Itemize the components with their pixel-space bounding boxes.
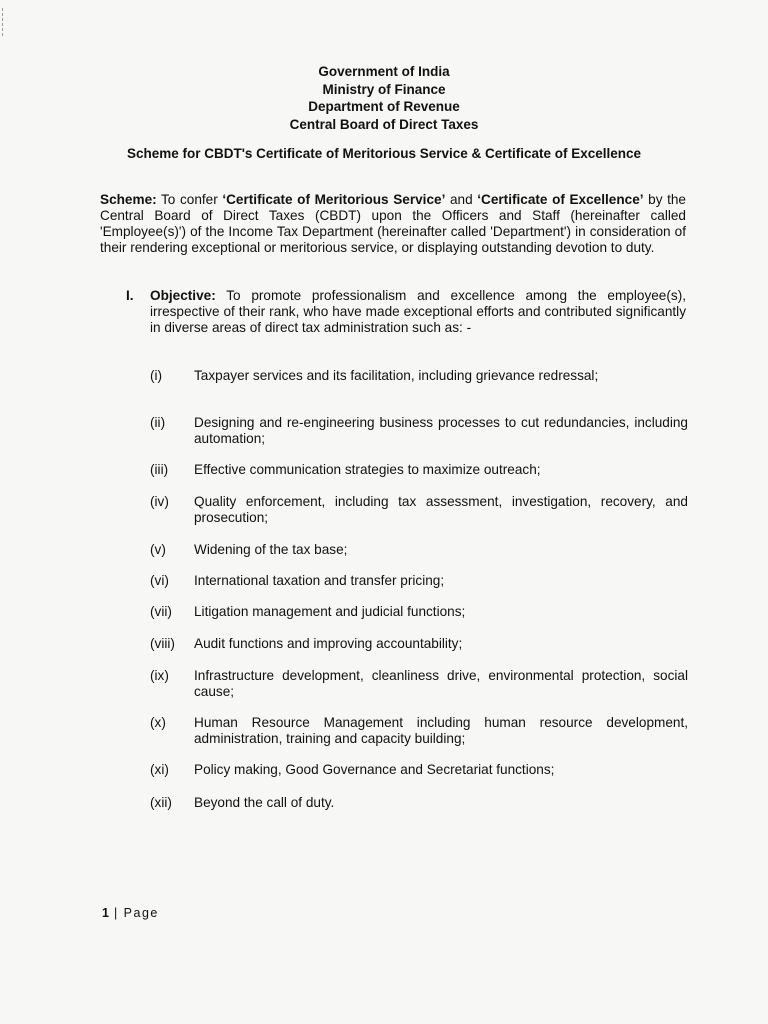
list-item-text: Widening of the tax base; [194,542,348,557]
list-item-number: (vii) [150,604,172,619]
scheme-label: Scheme: [100,192,157,207]
header-department: Department of Revenue [308,99,460,114]
header-government: Government of India [318,64,450,79]
list-item-number: (v) [150,542,166,557]
list-item-text: Litigation management and judicial functions; [194,604,466,619]
page-footer [102,906,159,920]
scheme-paragraph [100,192,686,256]
list-item-text: Quality enforcement, including tax assessment, investigation, recovery, and prosecution; [194,494,688,525]
list-item-number: (vi) [150,573,169,588]
list-item-number: (x) [150,715,166,730]
document-title: Scheme for CBDT's Certificate of Meritorious Service & Certificate of Excellence [126,146,642,161]
list-item-number: (iii) [150,462,169,477]
objective-text: To promote professionalism and excellence among the employee(s), irrespective of their rank, who have made exceptional efforts and contributed significantly in diverse areas of direct tax administration such as: - [150,288,686,335]
list-item-text: Designing and re-engineering business processes to cut redundancies, including automation; [194,415,688,446]
scheme-text-c: by the Central Board of Direct Taxes (CBDT) upon the Officers and Staff (hereinafter called 'Employee(s)') of the Income Tax Department (hereinafter called 'Department') in consideration of their rendering exceptional or meritorious service, or displaying outstanding devotion to duty. [100,192,686,255]
list-item-number: (xii) [150,795,172,810]
page-label: Page [123,906,159,920]
objective-label: Objective: [150,288,216,303]
list-item-number: (xi) [150,762,169,777]
header-board: Central Board of Direct Taxes [289,116,479,132]
list-item-text: Taxpayer services and its facilitation, including grievance redressal; [194,368,599,383]
objective-number: I. [126,288,134,303]
list-item-text: Beyond the call of duty. [194,795,335,810]
list-item-text: Infrastructure development, cleanliness drive, environmental protection, social cause; [194,668,688,699]
list-item-text: Policy making, Good Governance and Secretariat functions; [194,762,555,777]
list-item-number: (ix) [150,668,169,683]
list-item-number: (viii) [150,636,175,651]
page-number: 1 [102,906,109,920]
scan-margin-mark [2,8,4,36]
scheme-text-a: To confer [156,192,223,207]
objective-paragraph [150,288,686,336]
scheme-text-b: and [445,192,478,207]
scheme-bold-meritorious: ‘Certificate of Meritorious Service’ [222,192,446,207]
list-item-text: Human Resource Management including human resource development, administration, training and capacity building; [194,715,688,746]
scheme-bold-excellence: ‘Certificate of Excellence’ [477,192,644,207]
list-item-number: (i) [150,368,163,383]
document-header [0,63,768,133]
list-item-number: (ii) [150,415,166,430]
list-item-number: (iv) [150,494,169,509]
list-item-text: Audit functions and improving accountability; [194,636,463,651]
list-item-text: International taxation and transfer pricing; [194,573,445,588]
header-ministry: Ministry of Finance [322,81,446,97]
list-item-text: Effective communication strategies to maximize outreach; [194,462,541,477]
page-separator: | [113,906,119,920]
